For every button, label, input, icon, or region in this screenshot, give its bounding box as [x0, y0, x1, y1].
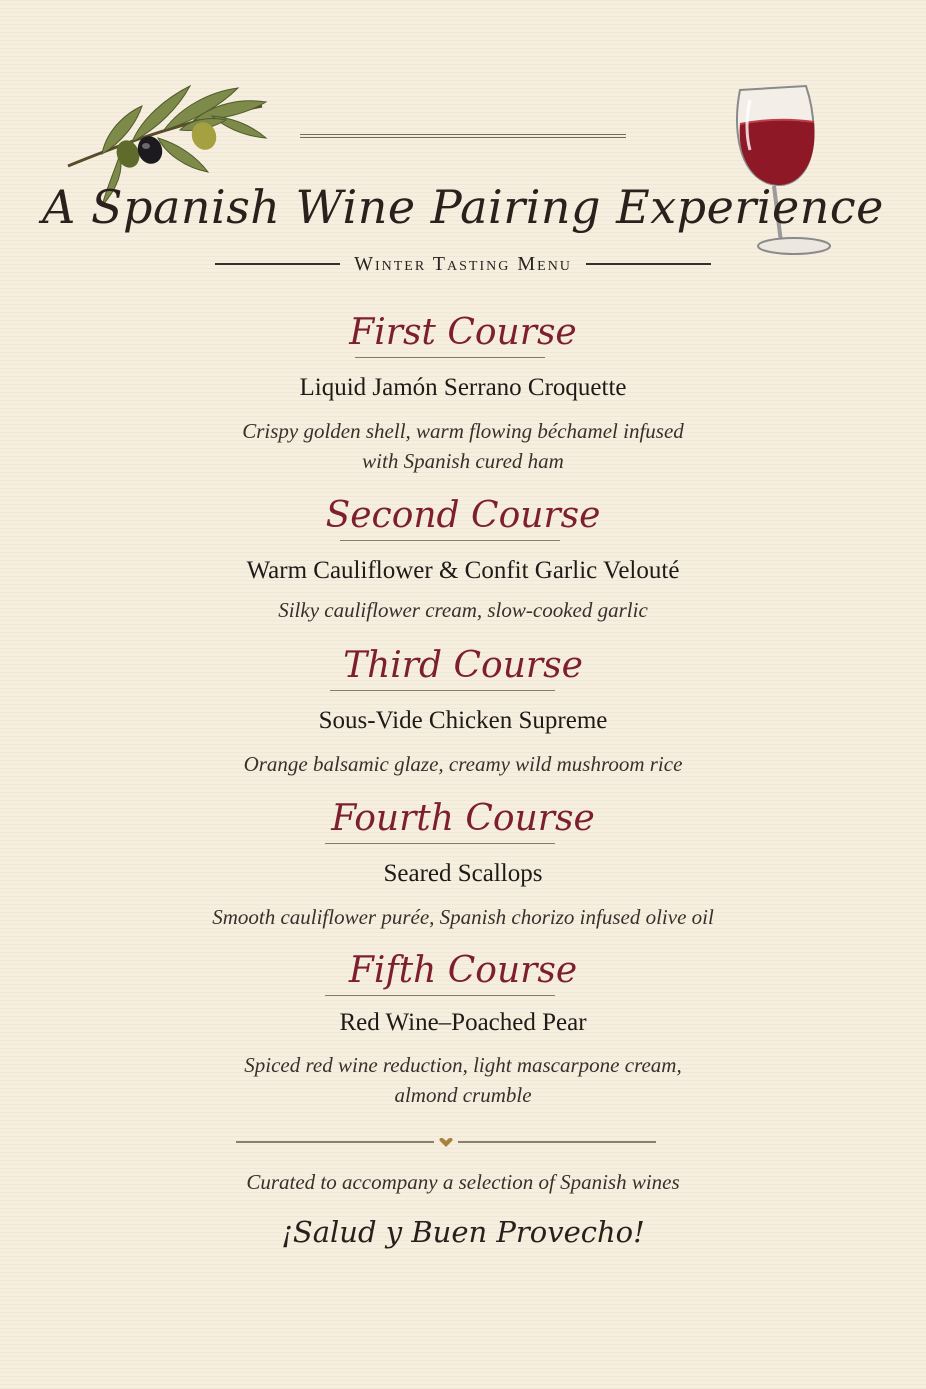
dish-name-second: Warm Cauliflower & Confit Garlic Velouté	[246, 557, 680, 584]
subtitle-right-rule	[586, 263, 711, 265]
dish-description-line: Smooth cauliflower purée, Spanish chorizo infused olive oil	[212, 905, 714, 929]
dish-description-line: with Spanish cured ham	[362, 449, 564, 473]
course-heading-rule	[355, 357, 545, 358]
dish-name-third: Sous-Vide Chicken Supreme	[318, 707, 608, 734]
subtitle-left-rule	[215, 263, 340, 265]
dish-name-fifth: Red Wine–Poached Pear	[339, 1009, 587, 1036]
course-heading-fourth: Fourth Course	[331, 798, 595, 839]
dish-description-line: almond crumble	[394, 1083, 532, 1107]
course-heading-rule	[330, 690, 555, 691]
subtitle-row	[0, 252, 926, 276]
dish-name-fourth: Seared Scallops	[383, 860, 543, 887]
footer-note: Curated to accompany a selection of Spanish wines	[246, 1170, 680, 1194]
course-heading-second: Second Course	[325, 495, 601, 536]
dish-description-line: Silky cauliflower cream, slow-cooked garlic	[278, 598, 648, 622]
course-heading-first: First Course	[349, 312, 577, 353]
course-heading-rule	[325, 843, 555, 844]
course-heading-rule	[325, 995, 555, 996]
course-heading-fifth: Fifth Course	[348, 950, 578, 991]
dish-description-line: Spiced red wine reduction, light mascarpone cream,	[244, 1053, 682, 1077]
dish-name-first: Liquid Jamón Serrano Croquette	[299, 374, 627, 401]
dish-description-line: Orange balsamic glaze, creamy wild mushroom rice	[243, 752, 683, 776]
dish-description-line: Crispy golden shell, warm flowing béchamel infused	[242, 419, 684, 443]
menu-title: A Spanish Wine Pairing Experience	[42, 180, 884, 234]
menu-subtitle: Winter Tasting Menu	[354, 252, 572, 275]
course-heading-third: Third Course	[343, 645, 583, 686]
heart-ornament-icon	[439, 1138, 452, 1147]
footer-divider	[236, 1138, 656, 1148]
closing-phrase: ¡Salud y Buen Provecho!	[281, 1215, 645, 1249]
course-heading-rule	[340, 540, 560, 541]
top-decorative-rule	[300, 134, 626, 138]
